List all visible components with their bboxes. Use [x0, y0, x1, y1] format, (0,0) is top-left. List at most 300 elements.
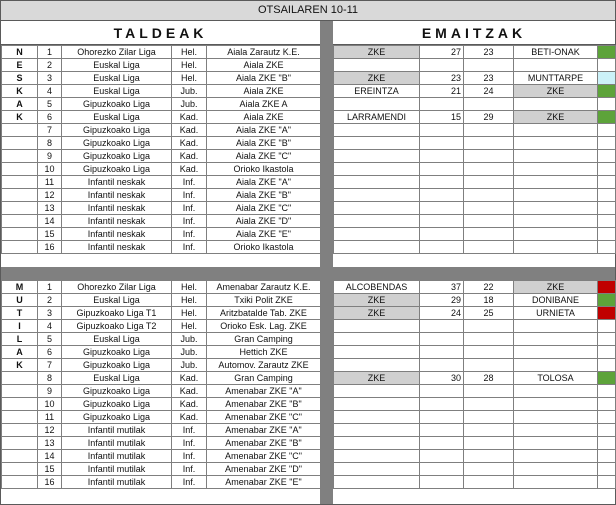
home-score: [420, 463, 464, 476]
table-row: [2, 124, 321, 137]
category: Inf.: [172, 476, 207, 489]
side-letter-empty: [2, 411, 38, 424]
table-row: [334, 346, 616, 359]
away-team: [514, 346, 598, 359]
away-score: [464, 98, 514, 111]
league-name: Infantil neskak: [62, 202, 172, 215]
away-team: DONIBANE: [514, 294, 598, 307]
league-name: Infantil neskak: [62, 228, 172, 241]
away-team: [514, 437, 598, 450]
row-number: 10: [38, 398, 62, 411]
away-team: [514, 359, 598, 372]
home-team: [334, 189, 420, 202]
category: Inf.: [172, 215, 207, 228]
result-indicator: [598, 424, 616, 437]
home-team: [334, 476, 420, 489]
team-name: Aiala ZKE "B": [207, 137, 321, 150]
team-name: Amenabar ZKE "D": [207, 463, 321, 476]
team-name: Aiala ZKE "D": [207, 215, 321, 228]
row-number: 7: [38, 359, 62, 372]
table-row: [334, 411, 616, 424]
away-team: [514, 163, 598, 176]
result-indicator: [598, 124, 616, 137]
side-letter: A: [2, 98, 38, 111]
home-team: [334, 463, 420, 476]
table-row: [334, 424, 616, 437]
table-row: [334, 98, 616, 111]
home-team: ZKE: [334, 46, 420, 59]
category: Kad.: [172, 372, 207, 385]
home-score: [420, 241, 464, 254]
row-number: 9: [38, 150, 62, 163]
table-row: [2, 85, 321, 98]
side-letter: K: [2, 85, 38, 98]
away-team: [514, 333, 598, 346]
league-name: Euskal Liga: [62, 372, 172, 385]
home-score: 24: [420, 307, 464, 320]
side-letter-empty: [2, 424, 38, 437]
taldeak-header: TALDEAK: [1, 21, 320, 45]
result-indicator: [598, 450, 616, 463]
category: Inf.: [172, 189, 207, 202]
row-number: 11: [38, 411, 62, 424]
away-score: [464, 189, 514, 202]
home-score: [420, 215, 464, 228]
away-team: [514, 150, 598, 163]
away-score: [464, 346, 514, 359]
table-row: [2, 437, 321, 450]
side-letter: K: [2, 359, 38, 372]
table-row: [2, 241, 321, 254]
home-score: [420, 385, 464, 398]
home-team: [334, 215, 420, 228]
result-indicator: [598, 46, 616, 59]
home-team: ZKE: [334, 72, 420, 85]
league-name: Infantil neskak: [62, 189, 172, 202]
away-score: [464, 59, 514, 72]
table-row: [2, 228, 321, 241]
home-team: [334, 137, 420, 150]
home-team: [334, 320, 420, 333]
table-row: [334, 437, 616, 450]
category: Hel.: [172, 46, 207, 59]
category: Kad.: [172, 385, 207, 398]
away-team: MUNTTARPE: [514, 72, 598, 85]
team-name: Aiala ZKE "A": [207, 124, 321, 137]
category: Inf.: [172, 241, 207, 254]
home-score: [420, 411, 464, 424]
category: Kad.: [172, 163, 207, 176]
team-name: Amenabar ZKE "C": [207, 450, 321, 463]
result-indicator: [598, 85, 616, 98]
league-name: Gipuzkoako Liga T2: [62, 320, 172, 333]
row-number: 16: [38, 241, 62, 254]
home-team: [334, 124, 420, 137]
row-number: 15: [38, 228, 62, 241]
away-team: [514, 124, 598, 137]
table-row: [334, 372, 616, 385]
home-score: [420, 346, 464, 359]
away-score: [464, 333, 514, 346]
league-name: Gipuzkoako Liga: [62, 411, 172, 424]
side-letter: S: [2, 72, 38, 85]
table-row: [334, 450, 616, 463]
table-row: [334, 294, 616, 307]
away-score: [464, 437, 514, 450]
away-team: [514, 476, 598, 489]
side-letter-empty: [2, 463, 38, 476]
home-score: [420, 476, 464, 489]
team-name: Automov. Zarautz ZKE: [207, 359, 321, 372]
league-name: Infantil mutilak: [62, 424, 172, 437]
home-team: ZKE: [334, 372, 420, 385]
table-row: [2, 46, 321, 59]
row-number: 3: [38, 72, 62, 85]
home-score: [420, 450, 464, 463]
result-indicator: [598, 463, 616, 476]
home-team: [334, 398, 420, 411]
home-score: 37: [420, 281, 464, 294]
category: Inf.: [172, 176, 207, 189]
row-number: 2: [38, 294, 62, 307]
side-letter-empty: [2, 476, 38, 489]
home-score: 15: [420, 111, 464, 124]
league-name: Gipuzkoako Liga: [62, 398, 172, 411]
away-team: [514, 450, 598, 463]
result-indicator: [598, 98, 616, 111]
team-name: Aiala ZKE "C": [207, 150, 321, 163]
row-number: 16: [38, 476, 62, 489]
away-team: [514, 463, 598, 476]
table-row: [2, 424, 321, 437]
league-name: Euskal Liga: [62, 59, 172, 72]
home-score: 27: [420, 46, 464, 59]
table-row: [334, 72, 616, 85]
table-row: [2, 372, 321, 385]
away-team: URNIETA: [514, 307, 598, 320]
table-row: [334, 385, 616, 398]
result-indicator: [598, 189, 616, 202]
home-score: [420, 228, 464, 241]
row-number: 13: [38, 437, 62, 450]
table-row: [2, 398, 321, 411]
result-indicator: [598, 163, 616, 176]
away-score: [464, 398, 514, 411]
side-letter: L: [2, 333, 38, 346]
category: Jub.: [172, 85, 207, 98]
result-indicator: [598, 359, 616, 372]
side-letter-empty: [2, 124, 38, 137]
home-score: 23: [420, 72, 464, 85]
away-score: [464, 411, 514, 424]
table-row: [2, 72, 321, 85]
row-number: 9: [38, 385, 62, 398]
table-row: [2, 476, 321, 489]
row-number: 4: [38, 85, 62, 98]
team-name: Amenabar ZKE "A": [207, 424, 321, 437]
result-indicator: [598, 372, 616, 385]
side-letter: U: [2, 294, 38, 307]
away-team: TOLOSA: [514, 372, 598, 385]
table-row: [2, 111, 321, 124]
away-team: [514, 241, 598, 254]
league-name: Euskal Liga: [62, 333, 172, 346]
result-indicator: [598, 294, 616, 307]
home-team: [334, 176, 420, 189]
away-score: 28: [464, 372, 514, 385]
row-number: 1: [38, 281, 62, 294]
emaitzak-header: EMAITZAK: [333, 21, 615, 45]
home-score: 29: [420, 294, 464, 307]
league-name: Infantil neskak: [62, 241, 172, 254]
home-score: [420, 320, 464, 333]
away-score: [464, 228, 514, 241]
table-row: [2, 294, 321, 307]
away-score: [464, 241, 514, 254]
table-row: [2, 450, 321, 463]
away-score: [464, 215, 514, 228]
result-indicator: [598, 137, 616, 150]
away-score: 23: [464, 72, 514, 85]
team-name: Aritzbatalde Tab. ZKE: [207, 307, 321, 320]
result-indicator: [598, 320, 616, 333]
side-letter-empty: [2, 202, 38, 215]
home-score: [420, 424, 464, 437]
away-team: [514, 189, 598, 202]
table-row: [2, 463, 321, 476]
league-name: Infantil mutilak: [62, 450, 172, 463]
league-name: Gipuzkoako Liga: [62, 385, 172, 398]
table-row: [2, 163, 321, 176]
league-name: Infantil mutilak: [62, 437, 172, 450]
home-score: [420, 124, 464, 137]
table-row: [334, 463, 616, 476]
team-name: Aiala ZKE "A": [207, 176, 321, 189]
row-number: 15: [38, 463, 62, 476]
away-team: [514, 320, 598, 333]
league-name: Gipuzkoako Liga: [62, 137, 172, 150]
result-indicator: [598, 346, 616, 359]
home-score: [420, 98, 464, 111]
result-indicator: [598, 281, 616, 294]
away-score: [464, 450, 514, 463]
away-score: [464, 359, 514, 372]
row-number: 1: [38, 46, 62, 59]
side-letter: N: [2, 46, 38, 59]
away-score: 22: [464, 281, 514, 294]
row-number: 14: [38, 450, 62, 463]
table-row: [334, 137, 616, 150]
table-row: [2, 333, 321, 346]
away-score: [464, 176, 514, 189]
away-score: 23: [464, 46, 514, 59]
home-score: [420, 163, 464, 176]
away-team: [514, 385, 598, 398]
side-letter-empty: [2, 385, 38, 398]
league-name: Ohorezko Zilar Liga: [62, 281, 172, 294]
side-letter-empty: [2, 215, 38, 228]
team-name: Gran Camping: [207, 372, 321, 385]
team-name: Aiala ZKE "B": [207, 72, 321, 85]
result-indicator: [598, 202, 616, 215]
table-row: [334, 46, 616, 59]
result-indicator: [598, 398, 616, 411]
category: Inf.: [172, 228, 207, 241]
table-row: [2, 189, 321, 202]
table-row: [2, 359, 321, 372]
result-indicator: [598, 437, 616, 450]
league-name: Gipuzkoako Liga: [62, 98, 172, 111]
away-score: [464, 202, 514, 215]
home-team: ALCOBENDAS: [334, 281, 420, 294]
category: Inf.: [172, 424, 207, 437]
result-indicator: [598, 307, 616, 320]
category: Inf.: [172, 202, 207, 215]
away-team: [514, 411, 598, 424]
category: Kad.: [172, 411, 207, 424]
league-name: Gipuzkoako Liga T1: [62, 307, 172, 320]
category: Kad.: [172, 150, 207, 163]
home-team: [334, 163, 420, 176]
side-letter: A: [2, 346, 38, 359]
home-team: LARRAMENDI: [334, 111, 420, 124]
sheet-title: OTSAILAREN 10-11: [1, 1, 615, 21]
team-name: Aiala ZKE A: [207, 98, 321, 111]
away-team: ZKE: [514, 85, 598, 98]
category: Hel.: [172, 281, 207, 294]
away-score: [464, 424, 514, 437]
table-row: [2, 215, 321, 228]
away-team: [514, 202, 598, 215]
table-row: [334, 163, 616, 176]
away-score: 18: [464, 294, 514, 307]
table-row: [2, 346, 321, 359]
side-letter: K: [2, 111, 38, 124]
side-letter-empty: [2, 150, 38, 163]
home-team: [334, 228, 420, 241]
team-name: Amenabar ZKE "E": [207, 476, 321, 489]
table-row: [334, 476, 616, 489]
league-name: Ohorezko Zilar Liga: [62, 46, 172, 59]
side-letter-empty: [2, 228, 38, 241]
home-score: [420, 137, 464, 150]
result-indicator: [598, 241, 616, 254]
table-row: [334, 111, 616, 124]
side-letter-empty: [2, 398, 38, 411]
table-row: [2, 202, 321, 215]
result-indicator: [598, 411, 616, 424]
away-score: 29: [464, 111, 514, 124]
category: Hel.: [172, 59, 207, 72]
home-team: [334, 202, 420, 215]
category: Kad.: [172, 111, 207, 124]
league-name: Euskal Liga: [62, 294, 172, 307]
team-name: Aiala ZKE: [207, 59, 321, 72]
home-team: [334, 59, 420, 72]
team-name: Orioko Ikastola: [207, 241, 321, 254]
side-letter: M: [2, 281, 38, 294]
home-team: [334, 385, 420, 398]
away-score: 25: [464, 307, 514, 320]
row-number: 3: [38, 307, 62, 320]
row-number: 11: [38, 176, 62, 189]
category: Inf.: [172, 450, 207, 463]
away-team: [514, 215, 598, 228]
result-indicator: [598, 228, 616, 241]
home-team: [334, 411, 420, 424]
team-name: Aiala ZKE "E": [207, 228, 321, 241]
result-indicator: [598, 111, 616, 124]
table-row: [2, 176, 321, 189]
result-indicator: [598, 215, 616, 228]
teams-table-neskak: [1, 45, 321, 254]
league-name: Gipuzkoako Liga: [62, 163, 172, 176]
home-team: [334, 241, 420, 254]
result-indicator: [598, 59, 616, 72]
category: Inf.: [172, 437, 207, 450]
home-team: [334, 437, 420, 450]
category: Jub.: [172, 98, 207, 111]
category: Kad.: [172, 124, 207, 137]
home-team: [334, 450, 420, 463]
away-score: [464, 320, 514, 333]
team-name: Aiala ZKE: [207, 111, 321, 124]
table-row: [2, 59, 321, 72]
home-score: [420, 150, 464, 163]
row-number: 12: [38, 189, 62, 202]
away-team: ZKE: [514, 281, 598, 294]
home-team: ZKE: [334, 294, 420, 307]
away-score: [464, 137, 514, 150]
league-name: Infantil mutilak: [62, 463, 172, 476]
side-letter: E: [2, 59, 38, 72]
league-name: Euskal Liga: [62, 72, 172, 85]
results-table-neskak: [333, 45, 616, 254]
category: Hel.: [172, 294, 207, 307]
result-indicator: [598, 385, 616, 398]
row-number: 5: [38, 333, 62, 346]
league-name: Infantil neskak: [62, 176, 172, 189]
home-team: ZKE: [334, 307, 420, 320]
table-row: [2, 137, 321, 150]
row-number: 5: [38, 98, 62, 111]
home-score: [420, 359, 464, 372]
category: Jub.: [172, 359, 207, 372]
table-row: [2, 385, 321, 398]
home-score: 30: [420, 372, 464, 385]
table-row: [334, 228, 616, 241]
home-score: [420, 189, 464, 202]
home-score: [420, 398, 464, 411]
category: Jub.: [172, 346, 207, 359]
row-number: 10: [38, 163, 62, 176]
row-number: 4: [38, 320, 62, 333]
row-number: 8: [38, 137, 62, 150]
team-name: Aiala ZKE "B": [207, 189, 321, 202]
table-row: [334, 333, 616, 346]
category: Jub.: [172, 333, 207, 346]
table-row: [2, 320, 321, 333]
section-separator: [1, 267, 615, 280]
team-name: Txiki Polit ZKE: [207, 294, 321, 307]
league-name: Gipuzkoako Liga: [62, 359, 172, 372]
table-row: [334, 281, 616, 294]
row-number: 13: [38, 202, 62, 215]
table-row: [334, 202, 616, 215]
table-row: [334, 189, 616, 202]
table-row: [334, 85, 616, 98]
table-row: [2, 281, 321, 294]
